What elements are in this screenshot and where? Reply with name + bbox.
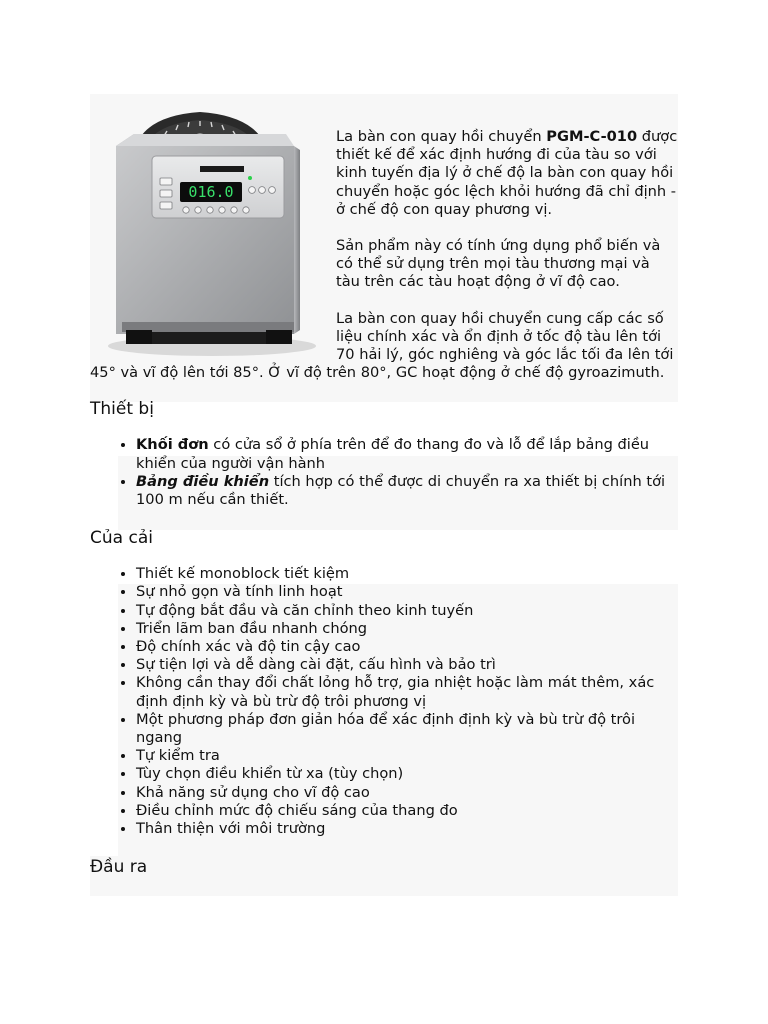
list-item: • Tự động bắt đầu và căn chỉnh theo kinh tuyến	[136, 602, 678, 620]
list-item: • Sự tiện lợi và dễ dàng cài đặt, cấu hình và bảo trì	[136, 656, 678, 674]
list-item: • Không cần thay đổi chất lỏng hỗ trợ, gia nhiệt hoặc làm mát thêm, xác định định kỳ và bù trừ độ trôi phương vị	[136, 674, 678, 710]
section-heading-advantages: Của cải	[90, 528, 153, 549]
heading-display-readout: 016.0	[188, 183, 234, 201]
list-item: • Độ chính xác và độ tin cậy cao	[136, 638, 678, 656]
gyrocompass-image	[82, 94, 330, 362]
list-item: • Thân thiện với môi trường	[136, 820, 678, 838]
gyrocompass-illustration	[82, 94, 330, 362]
section-heading-output: Đầu ra	[90, 857, 148, 878]
list-item: • Điều chỉnh mức độ chiếu sáng của thang đo	[136, 802, 678, 820]
advantages-list	[90, 565, 678, 838]
list-item: • Khả năng sử dụng cho vĩ độ cao	[136, 784, 678, 802]
list-item: • Thiết kế monoblock tiết kiệm	[136, 565, 678, 583]
section-heading-equipment: Thiết bị	[90, 399, 154, 420]
list-item: • Khối đơn có cửa sổ ở phía trên để đo thang đo và lỗ để lắp bảng điều khiển của người vận hành	[136, 436, 678, 472]
document-body	[90, 94, 678, 894]
intro-paragraph-1: La bàn con quay hồi chuyển PGM-C-010 được thiết kế để xác định hướng đi của tàu so với kinh tuyến địa lý ở chế độ la bàn con quay hồi chuyển hoặc góc lệch khỏi hướng đã chỉ định - ở chế độ con quay phương vị.	[336, 128, 678, 218]
list-item: • Triển lãm ban đầu nhanh chóng	[136, 620, 678, 638]
list-item: • Một phương pháp đơn giản hóa để xác định định kỳ và bù trừ độ trôi ngang	[136, 711, 678, 747]
list-item: • Tùy chọn điều khiển từ xa (tùy chọn)	[136, 765, 678, 783]
list-item: • Sự nhỏ gọn và tính linh hoạt	[136, 583, 678, 601]
list-item: • Tự kiểm tra	[136, 747, 678, 765]
intro-paragraph-3: La bàn con quay hồi chuyển cung cấp các số liệu chính xác và ổn định ở tốc độ tàu lên tới 70 hải lý, góc nghiêng và góc lắc tối đa lên tới 45° và vĩ độ lên tới 85°. Ở vĩ độ trên 80°, GC hoạt động ở chế độ gyroazimuth.	[90, 309, 674, 382]
intro-paragraph-2: Sản phẩm này có tính ứng dụng phổ biến và có thể sử dụng trên mọi tàu thương mại và tàu trên các tàu hoạt động ở vĩ độ cao.	[336, 237, 661, 291]
list-item: • Bảng điều khiển tích hợp có thể được di chuyển ra xa thiết bị chính tới 100 m nếu cần thiết.	[136, 473, 678, 509]
equipment-list	[90, 436, 678, 509]
model-name: PGM-C-010	[546, 128, 638, 145]
